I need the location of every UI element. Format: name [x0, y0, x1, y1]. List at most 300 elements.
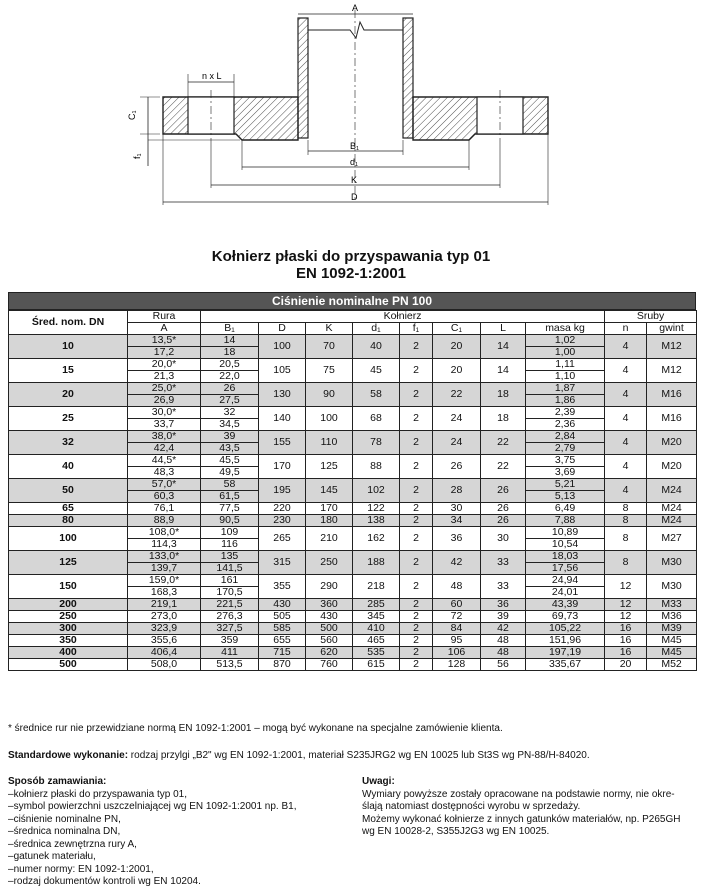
table-row — [9, 575, 697, 587]
cell-K: 110 — [306, 431, 353, 455]
cell-D: 230 — [259, 515, 306, 527]
col-header-B1: B₁ — [201, 323, 259, 335]
cell-K: 290 — [306, 575, 353, 599]
cell-dn: 32 — [9, 431, 128, 455]
cell-D: 130 — [259, 383, 306, 407]
cell-A: 508,0 — [128, 659, 201, 671]
cell-d1: 162 — [353, 527, 400, 551]
table-row — [9, 599, 697, 611]
cell-dn: 300 — [9, 623, 128, 635]
cell-gwint: M16 — [647, 407, 697, 431]
cell-A: 88,9 — [128, 515, 201, 527]
cell-dn: 40 — [9, 455, 128, 479]
cell-d1: 138 — [353, 515, 400, 527]
cell-A: 114,3 — [128, 539, 201, 551]
cell-B1: 20,5 — [201, 359, 259, 371]
page-subtitle: EN 1092-1:2001 — [295, 265, 407, 282]
cell-masa: 69,73 — [526, 611, 605, 623]
ordering-item: – rodzaj dokumentów kontroli wg EN 10204. — [8, 876, 338, 889]
cell-C1: 60 — [433, 599, 481, 611]
cell-D: 655 — [259, 635, 306, 647]
cell-gwint: M12 — [647, 335, 697, 359]
cell-f1: 2 — [400, 611, 433, 623]
cell-dn: 400 — [9, 647, 128, 659]
cell-D: 505 — [259, 611, 306, 623]
cell-C1: 30 — [433, 503, 481, 515]
remarks-line: wg EN 10028-2, S355J2G3 wg EN 10025. — [362, 826, 550, 837]
cell-B1: 49,5 — [201, 467, 259, 479]
cell-d1: 58 — [353, 383, 400, 407]
cell-D: 140 — [259, 407, 306, 431]
cell-f1: 2 — [400, 599, 433, 611]
dim-A-label: A — [352, 3, 359, 13]
cell-L: 33 — [481, 551, 526, 575]
ordering-heading: Sposób zamawiania: — [8, 776, 107, 787]
cell-L: 22 — [481, 455, 526, 479]
ordering-item: – gatunek materiału, — [8, 851, 338, 864]
cell-C1: 106 — [433, 647, 481, 659]
cell-B1: 90,5 — [201, 515, 259, 527]
cell-C1: 26 — [433, 455, 481, 479]
cell-C1: 20 — [433, 359, 481, 383]
cell-C1: 42 — [433, 551, 481, 575]
cell-K: 90 — [306, 383, 353, 407]
cell-B1: 26 — [201, 383, 259, 395]
cell-L: 14 — [481, 359, 526, 383]
cell-gwint: M20 — [647, 431, 697, 455]
cell-A: 219,1 — [128, 599, 201, 611]
table-row — [9, 503, 697, 515]
table-row — [9, 647, 697, 659]
cell-n: 4 — [605, 335, 647, 359]
cell-d1: 88 — [353, 455, 400, 479]
cell-dn: 250 — [9, 611, 128, 623]
col-header-rura: Rura — [128, 311, 201, 323]
cell-B1: 141,5 — [201, 563, 259, 575]
cell-K: 70 — [306, 335, 353, 359]
cell-L: 18 — [481, 407, 526, 431]
cell-A: 108,0* — [128, 527, 201, 539]
cell-A: 139,7 — [128, 563, 201, 575]
table-row — [9, 515, 697, 527]
cell-D: 870 — [259, 659, 306, 671]
cell-gwint: M30 — [647, 551, 697, 575]
cell-n: 4 — [605, 431, 647, 455]
cell-d1: 410 — [353, 623, 400, 635]
cell-f1: 2 — [400, 527, 433, 551]
ordering-item: – średnica zewnętrzna rury A, — [8, 839, 338, 852]
cell-masa: 17,56 — [526, 563, 605, 575]
cell-L: 14 — [481, 335, 526, 359]
cell-masa: 24,01 — [526, 587, 605, 599]
cell-L: 26 — [481, 503, 526, 515]
cell-D: 355 — [259, 575, 306, 599]
cell-f1: 2 — [400, 647, 433, 659]
cell-D: 715 — [259, 647, 306, 659]
col-header-dn: Śred. nom. DN — [9, 311, 128, 335]
cell-K: 250 — [306, 551, 353, 575]
table-row — [9, 407, 697, 419]
cell-masa: 24,94 — [526, 575, 605, 587]
cell-gwint: M20 — [647, 455, 697, 479]
cell-masa: 10,54 — [526, 539, 605, 551]
cell-D: 430 — [259, 599, 306, 611]
table-row — [9, 383, 697, 395]
table-row — [9, 527, 697, 539]
cell-gwint: M27 — [647, 527, 697, 551]
cell-masa: 10,89 — [526, 527, 605, 539]
cell-K: 500 — [306, 623, 353, 635]
cell-gwint: M16 — [647, 383, 697, 407]
cell-B1: 14 — [201, 335, 259, 347]
cell-masa: 5,21 — [526, 479, 605, 491]
cell-K: 100 — [306, 407, 353, 431]
cell-f1: 2 — [400, 407, 433, 431]
cell-D: 585 — [259, 623, 306, 635]
cell-D: 100 — [259, 335, 306, 359]
cell-C1: 28 — [433, 479, 481, 503]
cell-C1: 128 — [433, 659, 481, 671]
col-header-kolnierz: Kołnierz — [201, 311, 605, 323]
standard-execution — [8, 750, 698, 763]
cell-dn: 10 — [9, 335, 128, 359]
cell-masa: 1,87 — [526, 383, 605, 395]
cell-f1: 2 — [400, 551, 433, 575]
cell-L: 33 — [481, 575, 526, 599]
cell-L: 36 — [481, 599, 526, 611]
cell-B1: 18 — [201, 347, 259, 359]
cell-L: 48 — [481, 647, 526, 659]
cell-B1: 27,5 — [201, 395, 259, 407]
cell-n: 8 — [605, 551, 647, 575]
dimensions-table — [8, 310, 697, 671]
cell-A: 38,0* — [128, 431, 201, 443]
page-title: Kołnierz płaski do przyspawania typ 01 — [211, 248, 491, 265]
ordering-section — [8, 776, 338, 889]
ordering-item: – numer normy: EN 1092-1:2001, — [8, 864, 338, 877]
cell-f1: 2 — [400, 431, 433, 455]
cell-K: 360 — [306, 599, 353, 611]
cell-A: 13,5* — [128, 335, 201, 347]
cell-masa: 18,03 — [526, 551, 605, 563]
cell-dn: 200 — [9, 599, 128, 611]
cell-B1: 221,5 — [201, 599, 259, 611]
cell-d1: 345 — [353, 611, 400, 623]
cell-masa: 335,67 — [526, 659, 605, 671]
cell-gwint: M30 — [647, 575, 697, 599]
cell-B1: 77,5 — [201, 503, 259, 515]
col-header-f1: f₁ — [400, 323, 433, 335]
cell-f1: 2 — [400, 503, 433, 515]
table-row — [9, 455, 697, 467]
col-header-masa: masa kg — [526, 323, 605, 335]
cell-B1: 45,5 — [201, 455, 259, 467]
cell-f1: 2 — [400, 623, 433, 635]
cell-L: 26 — [481, 515, 526, 527]
cell-d1: 188 — [353, 551, 400, 575]
pipe-wall-left — [298, 18, 308, 138]
dim-K-label: K — [351, 175, 358, 185]
cell-B1: 276,3 — [201, 611, 259, 623]
cell-f1: 2 — [400, 455, 433, 479]
cell-d1: 535 — [353, 647, 400, 659]
cell-masa: 2,39 — [526, 407, 605, 419]
cell-masa: 5,13 — [526, 491, 605, 503]
cell-masa: 7,88 — [526, 515, 605, 527]
cell-L: 48 — [481, 635, 526, 647]
cell-D: 195 — [259, 479, 306, 503]
cell-dn: 100 — [9, 527, 128, 551]
table-row — [9, 431, 697, 443]
cell-masa: 2,79 — [526, 443, 605, 455]
cell-A: 323,9 — [128, 623, 201, 635]
cell-f1: 2 — [400, 515, 433, 527]
cell-f1: 2 — [400, 659, 433, 671]
cell-L: 30 — [481, 527, 526, 551]
cell-D: 265 — [259, 527, 306, 551]
cell-A: 42,4 — [128, 443, 201, 455]
cell-C1: 36 — [433, 527, 481, 551]
cell-D: 220 — [259, 503, 306, 515]
cell-masa: 3,69 — [526, 467, 605, 479]
cell-C1: 24 — [433, 407, 481, 431]
cell-C1: 95 — [433, 635, 481, 647]
cell-C1: 48 — [433, 575, 481, 599]
cell-dn: 65 — [9, 503, 128, 515]
cell-d1: 465 — [353, 635, 400, 647]
flange-drawing — [0, 0, 702, 230]
cell-gwint: M33 — [647, 599, 697, 611]
cell-n: 12 — [605, 575, 647, 599]
remarks-line: ślają natomiast dostępności wyrobu w sprzedaży. — [362, 801, 581, 812]
cell-f1: 2 — [400, 359, 433, 383]
cell-n: 8 — [605, 515, 647, 527]
cell-d1: 615 — [353, 659, 400, 671]
remarks-line: Wymiary powyższe zostały opracowane na podstawie normy, nie okre- — [362, 788, 675, 800]
cell-K: 125 — [306, 455, 353, 479]
ordering-item: – kołnierz płaski do przyspawania typ 01, — [8, 789, 338, 802]
standard-label: Standardowe wykonanie: — [8, 750, 129, 761]
cell-B1: 513,5 — [201, 659, 259, 671]
cell-K: 210 — [306, 527, 353, 551]
cell-C1: 24 — [433, 431, 481, 455]
cell-dn: 350 — [9, 635, 128, 647]
cell-f1: 2 — [400, 335, 433, 359]
table-row — [9, 551, 697, 563]
cell-gwint: M24 — [647, 515, 697, 527]
cell-A: 26,9 — [128, 395, 201, 407]
cell-n: 4 — [605, 359, 647, 383]
cell-masa: 1,86 — [526, 395, 605, 407]
cell-C1: 34 — [433, 515, 481, 527]
cell-f1: 2 — [400, 479, 433, 503]
cell-B1: 61,5 — [201, 491, 259, 503]
cell-d1: 102 — [353, 479, 400, 503]
cell-n: 4 — [605, 383, 647, 407]
cell-A: 60,3 — [128, 491, 201, 503]
cell-f1: 2 — [400, 383, 433, 407]
dim-d1-label: d₁ — [350, 157, 359, 167]
cell-n: 16 — [605, 635, 647, 647]
cell-masa: 43,39 — [526, 599, 605, 611]
cell-B1: 359 — [201, 635, 259, 647]
cell-n: 16 — [605, 623, 647, 635]
col-header-gwint: gwint — [647, 323, 697, 335]
cell-B1: 39 — [201, 431, 259, 443]
cell-masa: 6,49 — [526, 503, 605, 515]
remarks-line: Możemy wykonać kołnierze z innych gatunków materiałów, np. P265GH — [362, 813, 681, 825]
cell-A: 20,0* — [128, 359, 201, 371]
cell-f1: 2 — [400, 635, 433, 647]
cell-gwint: M39 — [647, 623, 697, 635]
col-header-sruby: Śruby — [605, 311, 697, 323]
cell-f1: 2 — [400, 575, 433, 599]
ordering-item: – średnica nominalna DN, — [8, 826, 338, 839]
cell-B1: 411 — [201, 647, 259, 659]
table-row — [9, 623, 697, 635]
cell-B1: 109 — [201, 527, 259, 539]
cell-B1: 58 — [201, 479, 259, 491]
remarks-heading: Uwagi: — [362, 776, 395, 787]
cell-A: 133,0* — [128, 551, 201, 563]
dim-B1-label: B₁ — [350, 141, 360, 151]
cell-A: 44,5* — [128, 455, 201, 467]
cell-n: 4 — [605, 455, 647, 479]
cell-L: 26 — [481, 479, 526, 503]
cell-K: 620 — [306, 647, 353, 659]
table-banner: Ciśnienie nominalne PN 100 — [8, 292, 696, 310]
cell-B1: 32 — [201, 407, 259, 419]
cell-K: 145 — [306, 479, 353, 503]
cell-dn: 125 — [9, 551, 128, 575]
cell-d1: 68 — [353, 407, 400, 431]
cell-A: 57,0* — [128, 479, 201, 491]
dim-f1-label: f₁ — [132, 153, 142, 159]
cell-A: 17,2 — [128, 347, 201, 359]
cell-gwint: M24 — [647, 479, 697, 503]
cell-A: 406,4 — [128, 647, 201, 659]
cell-masa: 2,84 — [526, 431, 605, 443]
cell-B1: 34,5 — [201, 419, 259, 431]
cell-K: 760 — [306, 659, 353, 671]
cell-dn: 80 — [9, 515, 128, 527]
cell-gwint: M45 — [647, 647, 697, 659]
cell-masa: 1,10 — [526, 371, 605, 383]
cell-D: 170 — [259, 455, 306, 479]
cell-dn: 150 — [9, 575, 128, 599]
col-header-D: D — [259, 323, 306, 335]
cell-d1: 40 — [353, 335, 400, 359]
cell-K: 430 — [306, 611, 353, 623]
cell-B1: 327,5 — [201, 623, 259, 635]
cell-C1: 22 — [433, 383, 481, 407]
col-header-d1: d₁ — [353, 323, 400, 335]
table-row — [9, 635, 697, 647]
cell-K: 75 — [306, 359, 353, 383]
cell-n: 8 — [605, 527, 647, 551]
cell-dn: 25 — [9, 407, 128, 431]
cell-A: 21,3 — [128, 371, 201, 383]
cell-n: 8 — [605, 503, 647, 515]
cell-gwint: M12 — [647, 359, 697, 383]
cell-n: 20 — [605, 659, 647, 671]
cell-A: 76,1 — [128, 503, 201, 515]
cell-n: 12 — [605, 611, 647, 623]
cell-dn: 500 — [9, 659, 128, 671]
table-row — [9, 659, 697, 671]
cell-C1: 84 — [433, 623, 481, 635]
cell-n: 4 — [605, 479, 647, 503]
cell-gwint: M45 — [647, 635, 697, 647]
table-row — [9, 359, 697, 371]
cell-D: 155 — [259, 431, 306, 455]
cell-n: 4 — [605, 407, 647, 431]
cell-masa: 1,00 — [526, 347, 605, 359]
cell-n: 12 — [605, 599, 647, 611]
remarks-section — [362, 776, 700, 839]
cell-B1: 43,5 — [201, 443, 259, 455]
cell-gwint: M36 — [647, 611, 697, 623]
cell-K: 170 — [306, 503, 353, 515]
table-row — [9, 335, 697, 347]
cell-d1: 122 — [353, 503, 400, 515]
cell-gwint: M52 — [647, 659, 697, 671]
cell-d1: 45 — [353, 359, 400, 383]
dim-C1-label: C₁ — [127, 110, 137, 120]
cell-A: 30,0* — [128, 407, 201, 419]
cell-d1: 78 — [353, 431, 400, 455]
cell-masa: 1,02 — [526, 335, 605, 347]
cell-gwint: M24 — [647, 503, 697, 515]
col-header-C1: C₁ — [433, 323, 481, 335]
cell-dn: 20 — [9, 383, 128, 407]
table-row — [9, 479, 697, 491]
cell-d1: 285 — [353, 599, 400, 611]
cell-L: 18 — [481, 383, 526, 407]
col-header-n: n — [605, 323, 647, 335]
cell-B1: 116 — [201, 539, 259, 551]
cell-dn: 50 — [9, 479, 128, 503]
cell-L: 42 — [481, 623, 526, 635]
cell-masa: 105,22 — [526, 623, 605, 635]
col-header-K: K — [306, 323, 353, 335]
col-header-A: A — [128, 323, 201, 335]
cell-masa: 197,19 — [526, 647, 605, 659]
cell-B1: 170,5 — [201, 587, 259, 599]
cell-A: 33,7 — [128, 419, 201, 431]
cell-d1: 218 — [353, 575, 400, 599]
cell-A: 48,3 — [128, 467, 201, 479]
pipe-wall-right — [403, 18, 413, 138]
cell-masa: 151,96 — [526, 635, 605, 647]
cell-A: 273,0 — [128, 611, 201, 623]
cell-C1: 72 — [433, 611, 481, 623]
cell-A: 159,0* — [128, 575, 201, 587]
cell-B1: 135 — [201, 551, 259, 563]
cell-masa: 2,36 — [526, 419, 605, 431]
cell-D: 315 — [259, 551, 306, 575]
cell-L: 56 — [481, 659, 526, 671]
cell-A: 25,0* — [128, 383, 201, 395]
cell-B1: 161 — [201, 575, 259, 587]
standard-text: rodzaj przylgi „B2" wg EN 1092-1:2001, materiał S235JRG2 wg EN 10025 lub St3S wg PN-88/H-84020. — [128, 750, 590, 761]
cell-A: 168,3 — [128, 587, 201, 599]
table-body — [9, 335, 697, 671]
cell-masa: 3,75 — [526, 455, 605, 467]
cell-n: 16 — [605, 647, 647, 659]
ordering-item: – symbol powierzchni uszczelniającej wg EN 1092-1:2001 np. B1, — [8, 801, 338, 814]
cell-masa: 1,11 — [526, 359, 605, 371]
